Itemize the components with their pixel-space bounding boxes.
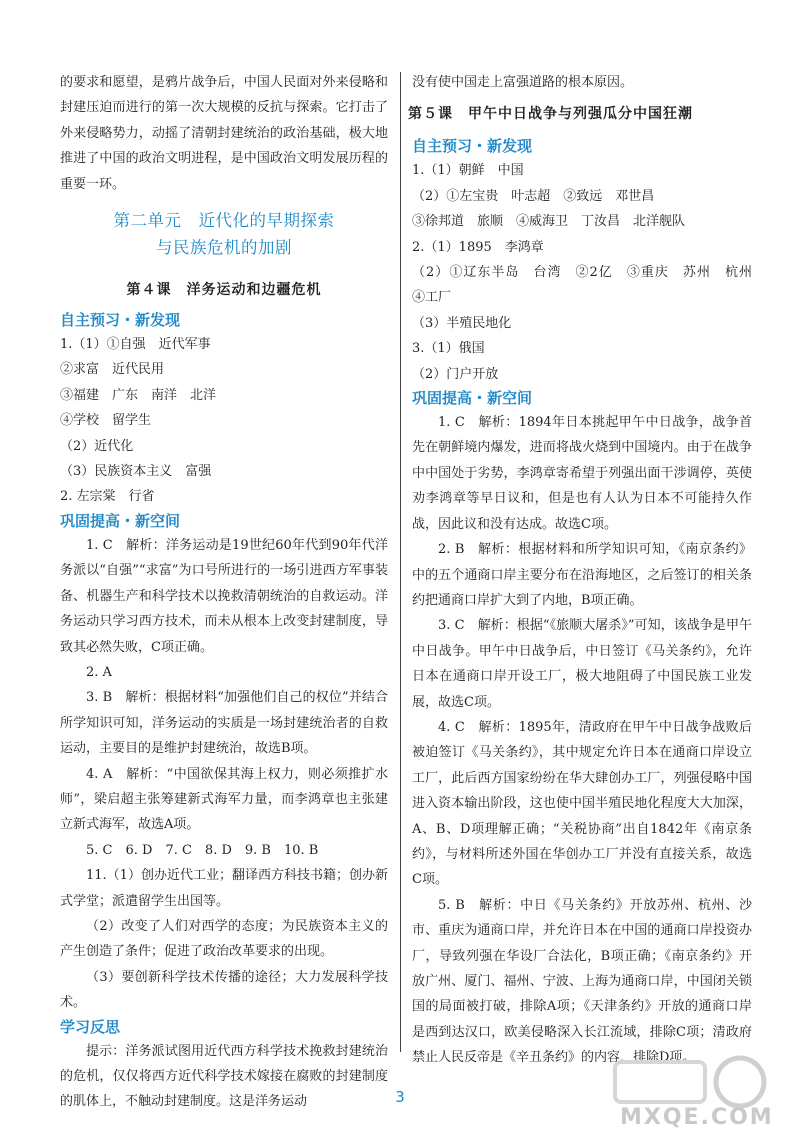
- preview-answer: （3）民族资本主义 富强: [60, 464, 212, 480]
- answer-paragraph: 2. B 解析：根据材料和所学知识可知，《南京条约》中的五个通商口岸主要分布在沿海地区，之后签订的相关条约把通商口岸扩大到了内地，B项正确。: [412, 542, 752, 608]
- section-heading-consolidate: 巩固提高・新空间: [60, 511, 181, 530]
- answer-paragraph: 3. C 解析：根据“《旅顺大屠杀》”可知，该战争是甲午中日战争。甲午中日战争后，中日签订《马关条约》，允许日本在通商口岸开设工厂，极大地阻碍了中国民族工业发展，故选C项。: [412, 618, 752, 710]
- left-intro-paragraph: 的要求和愿望，是鸦片战争后，中国人民面对外来侵略和封建压迫而进行的第一次大规模的反抗与探索。它打击了外来侵略势力，动摇了清朝封建统治的政治基础，极大地推进了中国的政治文明进程，是中国政治文明发展历程的重要一环。: [60, 75, 388, 192]
- preview-answer: ③徐邦道 旅顺 ④威海卫 丁汝昌 北洋舰队: [412, 214, 686, 230]
- answer-paragraph: 5. C 6. D 7. C 8. D 9. B 10. B: [86, 842, 319, 858]
- answer-paragraph: 4. C 解析：1895年，清政府在甲午中日战争战败后被迫签订《马关条约》，其中规定允许日本在通商口岸设立工厂，此后西方国家纷纷在华大肆创办工厂，列强侵略中国进入资本输出阶段，这也使中国半殖民地化程度大大加深，A、B、D项理解正确；“关税协商”出自1842年《南京条约》，与材料所述外国在华创办工厂并没有直接关系，故选C项。: [412, 719, 752, 888]
- section-heading-preview: 自主预习・新发现: [60, 311, 181, 330]
- preview-answer: ③福建 广东 南洋 北洋: [60, 387, 217, 403]
- unit-title-line-1: 第二单元 近代化的早期探索: [113, 211, 335, 231]
- preview-answer: （3）半殖民地化: [412, 315, 512, 331]
- preview-answer: 1.（1）朝鲜 中国: [412, 163, 524, 179]
- page-number: 3: [395, 1088, 405, 1106]
- answer-paragraph: （3）要创新科学技术传播的途径；大力发展科学技术。: [60, 969, 388, 1011]
- preview-answer: （2）①辽东半岛 台湾 ②2亿 ③重庆 苏州 杭州 ④工厂: [412, 265, 766, 306]
- preview-answer: ④学校 留学生: [60, 413, 152, 429]
- column-divider: [400, 72, 401, 1052]
- answer-paragraph: 1. C 解析：洋务运动是19世纪60年代到90年代洋务派以“自强”“求富”为口号所进行的一场引进西方军事装备、机器生产和科学技术以挽救清朝统治的自救运动。洋务运动只学习西方技术，而未从根本上改变封建制度，导致其必然失败，C项正确。: [60, 537, 388, 655]
- preview-answer: （2）近代化: [60, 438, 134, 454]
- preview-answer: 1.（1）①自强 近代军事: [60, 337, 211, 353]
- section-heading-reflection: 学习反思: [60, 1017, 121, 1036]
- preview-answer: 3.（1）俄国: [412, 341, 485, 357]
- preview-answer: 2.（1）1895 李鸿章: [412, 239, 544, 255]
- lesson-5-title: 第５课 甲午中日战争与列强瓜分中国狂潮: [408, 106, 693, 123]
- watermark-text: MXQE.COM: [620, 1105, 774, 1130]
- right-intro-paragraph: 没有使中国走上富强道路的根本原因。: [412, 75, 634, 90]
- answer-paragraph: 5. B 解析：中日《马关条约》开放苏州、杭州、沙市、重庆为通商口岸，并允许日本在中国的通商口岸投资办厂，导致列强在华设厂合法化，B项正确；《南京条约》开放广州、厦门、福州、宁波、上海为通商口岸，中国闭关锁国的局面被打破，排除A项；《天津条约》开放的通商口岸是西到达汉口，欧美侵略深入长江流域，排除C项；清政府禁止人民反帝是《辛丑条约》的内容，排除D项。: [412, 897, 752, 1066]
- preview-answer: （2）①左宝贵 叶志超 ②致远 邓世昌: [412, 188, 655, 204]
- answer-paragraph: 4. A 解析：“中国欲保其海上权力，则必须推扩水师”，梁启超主张筹建新式海军力量，而李鸿章也主张建立新式海军，故选A项。: [60, 766, 388, 833]
- unit-title: [60, 207, 388, 261]
- answer-paragraph: （2）改变了人们对西学的态度；为民族资本主义的产生创造了条件；促进了政治改革要求的出现。: [60, 918, 388, 960]
- answer-paragraph: 3. B 解析：根据材料“加强他们自己的权位”并结合所学知识可知，洋务运动的实质是一场封建统治者的自救运动，主要目的是维护封建统治，故选B项。: [60, 690, 388, 757]
- unit-title-line-2: 与民族危机的加剧: [156, 238, 292, 258]
- right-column: [408, 70, 766, 1071]
- lesson-4-title: 第４课 洋务运动和边疆危机: [126, 282, 322, 299]
- preview-answer: ②求富 近代民用: [60, 362, 165, 378]
- preview-answer: 2. 左宗棠 行省: [60, 489, 155, 505]
- reflection-paragraph: 提示：洋务派试图用近代西方科学技术挽救封建统治的危机，仅仅将西方近代科学技术嫁接在腐败的封建制度的肌体上，不触动封建制度。这是洋务运动: [60, 1043, 388, 1110]
- section-heading-preview: 自主预习・新发现: [412, 137, 533, 156]
- preview-answer: （2）门户开放: [412, 366, 499, 382]
- left-column: [60, 70, 388, 1115]
- answer-paragraph: 1. C 解析：1894年日本挑起甲午中日战争，战争首先在朝鲜境内爆发，进而将战火烧到中国境内。由于在战争中中国处于劣势，李鸿章寄希望于列强出面干涉调停，英使劝李鸿章等早日议和，但是也有人认为日本不可能持久作战，因此议和没有达成。故选C项。: [412, 415, 752, 532]
- answer-paragraph: 11.（1）创办近代工业；翻译西方科技书籍；创办新式学堂；派遣留学生出国等。: [60, 868, 388, 909]
- answer-paragraph: 2. A: [86, 664, 112, 680]
- section-heading-consolidate: 巩固提高・新空间: [412, 389, 533, 408]
